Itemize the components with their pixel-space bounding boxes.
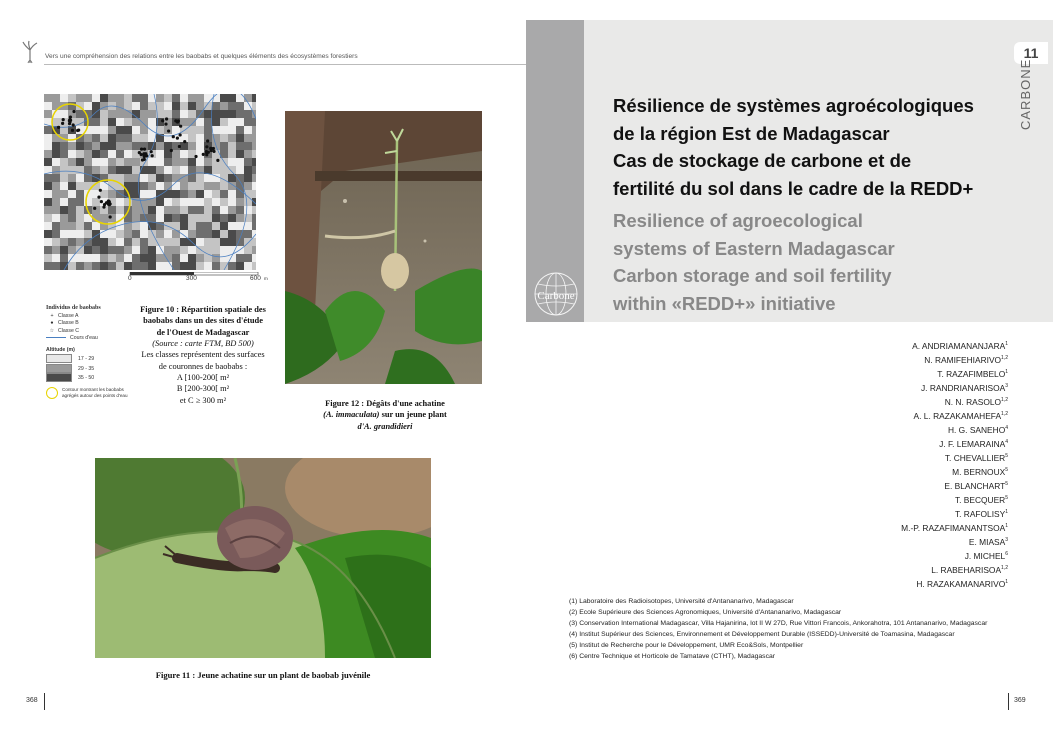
author-item (760, 422, 1008, 436)
author-name: A. ANDRIAMANANJARA (912, 340, 1006, 351)
author-name: E. MIASA (968, 536, 1006, 547)
author-name: T. BECQUER (954, 494, 1006, 505)
author-name: T. RAFOLISY (954, 508, 1006, 519)
title-en-line-2: systems of Eastern Madagascar (613, 237, 895, 259)
title-fr-line-2: de la région Est de Madagascar (613, 122, 890, 144)
figure10-class-c: et C ≥ 300 m² (179, 395, 227, 405)
running-head: Vers une compréhension des relations entre les baobabs et quelques éléments des écosystèmes forestiers (45, 53, 358, 60)
seedling-damage-photo (285, 111, 482, 384)
affiliation-2: (2) Ecole Supérieure des Sciences Agronomiques, Université d'Antananarivo, Madagascar (569, 609, 842, 616)
page-number-right-rule (1008, 693, 1009, 710)
figure10-title: Figure 10 : Répartition spatiale des baobabs dans un des sites d'étude de l'Ouest de Madagascar (140, 305, 266, 337)
legend-class-c: ☆ Classe C (49, 327, 80, 334)
scale-tick-0: 0 (128, 275, 132, 282)
author-name: M.-P. RAZAFIMANANTSOA (901, 522, 1006, 533)
author-item (760, 506, 1008, 520)
author-item (760, 394, 1008, 408)
author-name: E. BLANCHART (944, 480, 1006, 491)
scale-unit: m (264, 276, 268, 281)
legend-contour: Contour montrant les baobabs agrégés autour des points d'eau (46, 387, 136, 399)
figure11-caption: Figure 11 : Jeune achatine sur un plant de baobab juvénile (155, 670, 371, 680)
figure10-caption (138, 304, 268, 406)
snail-on-leaf-photo (95, 458, 431, 658)
author-item (760, 464, 1008, 478)
author-affiliation-index: 1 (1005, 523, 1008, 529)
author-affiliation-index: 4 (1005, 439, 1008, 445)
figure10-class-b: B [200-300[ m² (176, 384, 230, 394)
author-affiliation-index: 1,2 (1001, 397, 1008, 403)
scale-tick-300: 300 (186, 275, 197, 282)
author-item (760, 436, 1008, 450)
title-en-line-4: within «REDD+» initiative (613, 292, 836, 314)
author-affiliation-index: 1 (1005, 579, 1008, 585)
legend-title: Individus de baobabs (46, 305, 101, 311)
chapter-number: 11 (1014, 42, 1048, 64)
figure10-source: (Source : carte FTM, BD 500) (152, 339, 254, 349)
author-affiliation-index: 1,2 (1001, 565, 1008, 571)
author-affiliation-index: 5 (1005, 453, 1008, 459)
title-en-line-1: Resilience of agroecological (613, 210, 863, 231)
legend-altitude-title: Altitude (m) (46, 346, 75, 353)
globe-label: Carbone (537, 290, 575, 302)
affiliation-1: (1) Laboratoire des Radioisotopes, Université d'Antananarivo, Madagascar (569, 598, 794, 605)
author-affiliation-index: 1 (1005, 341, 1008, 347)
title-french (613, 92, 1008, 202)
author-item (760, 338, 1008, 352)
author-name: L. RABEHARISOA (931, 564, 1002, 575)
author-item (760, 492, 1008, 506)
header-rule (44, 64, 526, 65)
author-item (760, 576, 1008, 590)
affiliation-6: (6) Centre Technique et Horticole de Tamatave (CTHT), Madagascar (569, 653, 776, 660)
baobab-logo-icon (20, 40, 40, 64)
author-name: T. CHEVALLIER (944, 452, 1006, 463)
author-item (760, 548, 1008, 562)
map-legend (46, 304, 136, 399)
author-affiliation-index: 1,2 (1001, 355, 1008, 361)
author-affiliation-index: 4 (1005, 425, 1008, 431)
author-item (760, 520, 1008, 534)
author-name: J. MICHEL (964, 550, 1006, 561)
affiliation-list (569, 596, 1029, 662)
legend-class-b: ● Classe B (50, 320, 79, 327)
figure12-species2: d'A. grandidieri (357, 421, 413, 431)
figure12-caption (300, 398, 470, 432)
author-affiliation-index: 1,2 (1001, 411, 1008, 417)
author-name: J. RANDRIANARISOA (920, 382, 1006, 393)
author-item (760, 562, 1008, 576)
author-affiliation-index: 1 (1005, 369, 1008, 375)
page-number-right: 369 (1014, 697, 1026, 704)
affiliation-4: (4) Institut Supérieur des Sciences, Environnement et Développement Durable (ISSEDD)-Université de Toamasina, Madagascar (569, 631, 955, 638)
title-fr-line-4: fertilité du sol dans le cadre de la REDD+ (613, 177, 974, 199)
author-name: H. G. SANEHO (947, 424, 1006, 435)
author-affiliation-index: 3 (1005, 537, 1008, 543)
author-list (760, 338, 1008, 590)
figure10-class-a: A [100-200[ m² (176, 373, 230, 383)
author-item (760, 408, 1008, 422)
author-name: N. N. RASOLO (944, 396, 1002, 407)
legend-class-a: + Classe A (50, 312, 79, 319)
affiliation-3: (3) Conservation International Madagascar, Villa Hajanirina, lot II W 27D, Rue Vittori Francois, Ankorahotra, 101 Antananarivo, Madagascar (569, 620, 988, 627)
author-affiliation-index: 5 (1005, 495, 1008, 501)
author-item (760, 352, 1008, 366)
figure12-mid: sur un jeune plant (381, 410, 447, 420)
title-fr-line-1: Résilience de systèmes agroécologiques (613, 95, 974, 116)
author-affiliation-index: 3 (1005, 383, 1008, 389)
title-en-line-3: Carbon storage and soil fertility (613, 265, 892, 286)
figure10-desc: Les classes représentent des surfaces de couronnes de baobabs : (141, 350, 265, 371)
author-affiliation-index: 6 (1005, 551, 1008, 557)
author-item (760, 450, 1008, 464)
affiliation-5: (5) Institut de Recherche pour le Développement, UMR Eco&Sols, Montpellier (569, 642, 804, 649)
author-name: H. RAZAKAMANARIVO (916, 578, 1006, 589)
title-english (613, 207, 1008, 317)
legend-alt-3: 35 - 50 (46, 373, 136, 382)
author-item (760, 534, 1008, 548)
page-number-left-rule (44, 693, 45, 710)
legend-water: Cours d'eau (46, 335, 136, 343)
figure12-label: Figure 12 : Dégâts d'une achatine (325, 399, 445, 408)
author-name: N. RAMIFEHIARIVO (924, 354, 1002, 365)
section-label: CARBONE (1018, 58, 1033, 130)
figure12-species1: (A. immaculata) (323, 410, 380, 420)
author-item (760, 478, 1008, 492)
legend-alt-1: 17 - 29 (46, 354, 136, 363)
author-name: A. L. RAZAKAMAHEFA (913, 410, 1002, 421)
page-number-left: 368 (26, 697, 38, 704)
author-name: T. RAZAFIMBELO (937, 368, 1006, 379)
author-name: M. BERNOUX (952, 466, 1006, 477)
map-scalebar (128, 272, 268, 286)
baobab-distribution-map (44, 94, 256, 270)
legend-alt-2: 29 - 35 (46, 364, 136, 373)
title-fr-line-3: Cas de stockage de carbone et de (613, 150, 912, 171)
author-affiliation-index: 5 (1005, 467, 1008, 473)
author-affiliation-index: 5 (1005, 481, 1008, 487)
author-name: J. F. LEMARAINA (939, 438, 1006, 449)
author-affiliation-index: 1 (1005, 509, 1008, 515)
author-item (760, 380, 1008, 394)
scale-tick-600: 600 (250, 275, 261, 282)
author-item (760, 366, 1008, 380)
